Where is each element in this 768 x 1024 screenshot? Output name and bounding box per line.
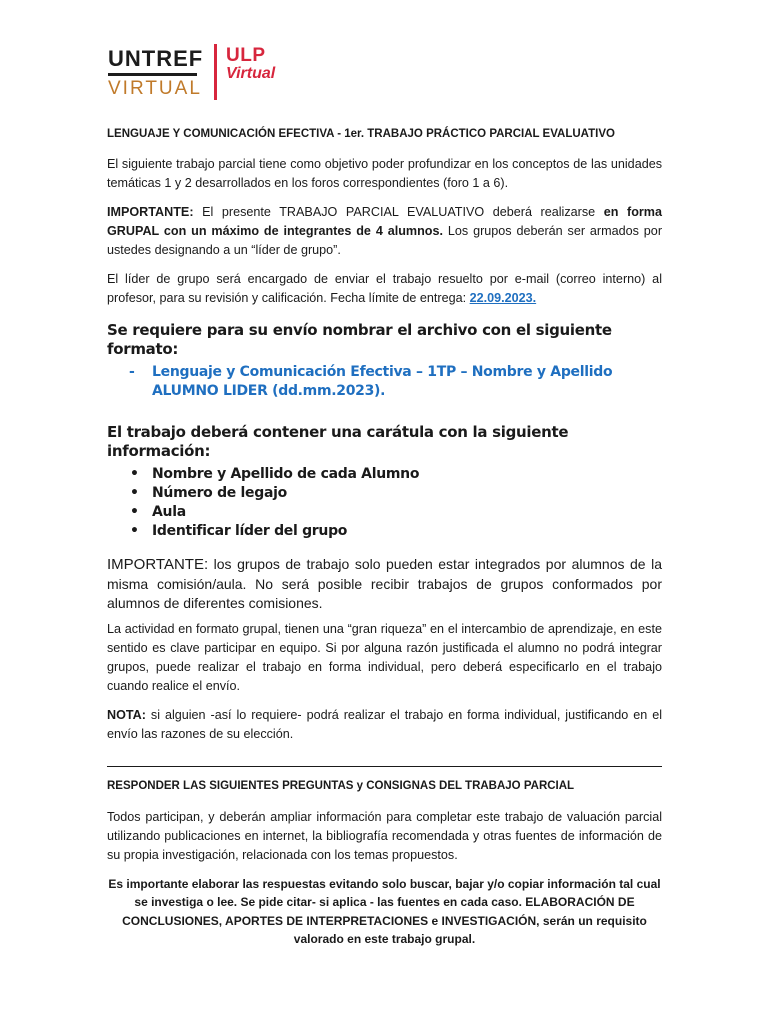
format-list-item <box>129 363 662 401</box>
ulp-logo-subtext: Virtual <box>226 65 276 82</box>
bullet-marker: • <box>130 485 139 501</box>
section-heading: RESPONDER LAS SIGUIENTES PREGUNTAS y CONSIGNAS DEL TRABAJO PARCIAL <box>107 779 575 792</box>
list-item-text: Aula <box>152 504 186 520</box>
important-bold-text: en forma GRUPAL con un máximo de integrantes de 4 alumnos. <box>107 205 662 238</box>
list-item <box>130 503 662 522</box>
important-paragraph-2 <box>107 555 662 614</box>
cover-list <box>107 465 662 541</box>
important-label: IMPORTANTE: <box>107 205 194 219</box>
note-label: NOTA: <box>107 707 146 722</box>
important-paragraph-1 <box>107 203 662 260</box>
important-text-3: los grupos de trabajo solo pueden estar integrados por alumnos de la misma comisión/aula. No será posible recibir trabajos de grupos conformados por alumnos de diferentes comisiones. <box>107 556 662 611</box>
document-title: LENGUAJE Y COMUNICACIÓN EFECTIVA - 1er. TRABAJO PRÁCTICO PARCIAL EVALUATIVO <box>107 128 615 140</box>
bullet-marker: • <box>130 523 139 539</box>
activity-paragraph: La actividad en formato grupal, tienen una “gran riqueza” en el intercambio de aprendizaje, en este sentido es clave participar en equipo. Si por alguna razón justificada el alumno no podrá integrar grupos, puede realizar el trabajo en forma individual, pero deberá especificarlo en el trabajo cuando realice el envío. <box>107 621 662 693</box>
section-divider <box>107 766 662 767</box>
note-paragraph <box>107 706 662 744</box>
deadline-date-link[interactable]: 22.09.2023. <box>469 291 537 305</box>
logo-divider <box>214 44 217 100</box>
list-item <box>130 522 662 541</box>
list-item-text: Número de legajo <box>152 485 287 501</box>
section-paragraph: Todos participan, y deberán ampliar información para completar este trabajo de valuación parcial utilizando publicaciones en internet, la bibliografía recomendada y otras fuentes de información de su propia investigación, relacionada con los temas propuestos. <box>107 809 662 862</box>
list-item-text: Nombre y Apellido de cada Alumno <box>152 466 420 482</box>
leader-paragraph <box>107 270 662 308</box>
dash-marker: - <box>129 364 135 380</box>
format-item-text: Lenguaje y Comunicación Efectiva – 1TP – Nombre y Apellido ALUMNO LIDER (dd.mm.2023). <box>152 364 613 399</box>
important-text-2: Los grupos deberán ser armados por ustedes designando a un “líder de grupo”. <box>107 224 663 257</box>
format-heading: Se requiere para su envío nombrar el archivo con el siguiente formato: <box>107 321 612 358</box>
leader-text: El líder de grupo será encargado de enviar el trabajo resuelto por e-mail (correo interno) al profesor, para su revisión y calificación. Fecha límite de entrega: <box>107 272 662 305</box>
untref-virtual-logo <box>108 46 204 99</box>
ulp-virtual-logo <box>226 47 275 83</box>
cover-heading: El trabajo deberá contener una carátula con la siguiente información: <box>107 423 569 460</box>
untref-logo-text: UNTREF <box>108 46 204 71</box>
document-body <box>107 125 662 949</box>
ulp-logo-text: ULP <box>226 45 266 66</box>
list-item-text: Identificar líder del grupo <box>152 523 348 539</box>
list-item <box>130 465 662 484</box>
untref-logo-rule <box>108 73 197 76</box>
bullet-marker: • <box>130 504 139 520</box>
important-text-1: El presente TRABAJO PARCIAL EVALUATIVO deberá realizarse <box>193 205 604 219</box>
intro-paragraph: El siguiente trabajo parcial tiene como objetivo poder profundizar en los conceptos de las unidades temáticas 1 y 2 desarrollados en los foros correspondientes (foro 1 a 6). <box>107 157 662 190</box>
important-label-2: IMPORTANTE: <box>107 556 209 573</box>
note-text: si alguien -así lo requiere- podrá realizar el trabajo en forma individual, justificando en el envío las razones de su elección. <box>107 707 662 741</box>
emphasis-paragraph: Es importante elaborar las respuestas evitando solo buscar, bajar y/o copiar información tal cual se investiga o lee. Se pide citar- si aplica - las fuentes en cada caso. ELABORACIÓN DE CONCLUSIONES, APORTES DE INTERPRETACIONES e INVESTIGACIÓN, serán un requisito valorado en este trabajo grupal. <box>108 876 661 946</box>
bullet-marker: • <box>130 466 139 482</box>
untref-logo-subtext: VIRTUAL <box>108 78 202 99</box>
list-item <box>130 484 662 503</box>
